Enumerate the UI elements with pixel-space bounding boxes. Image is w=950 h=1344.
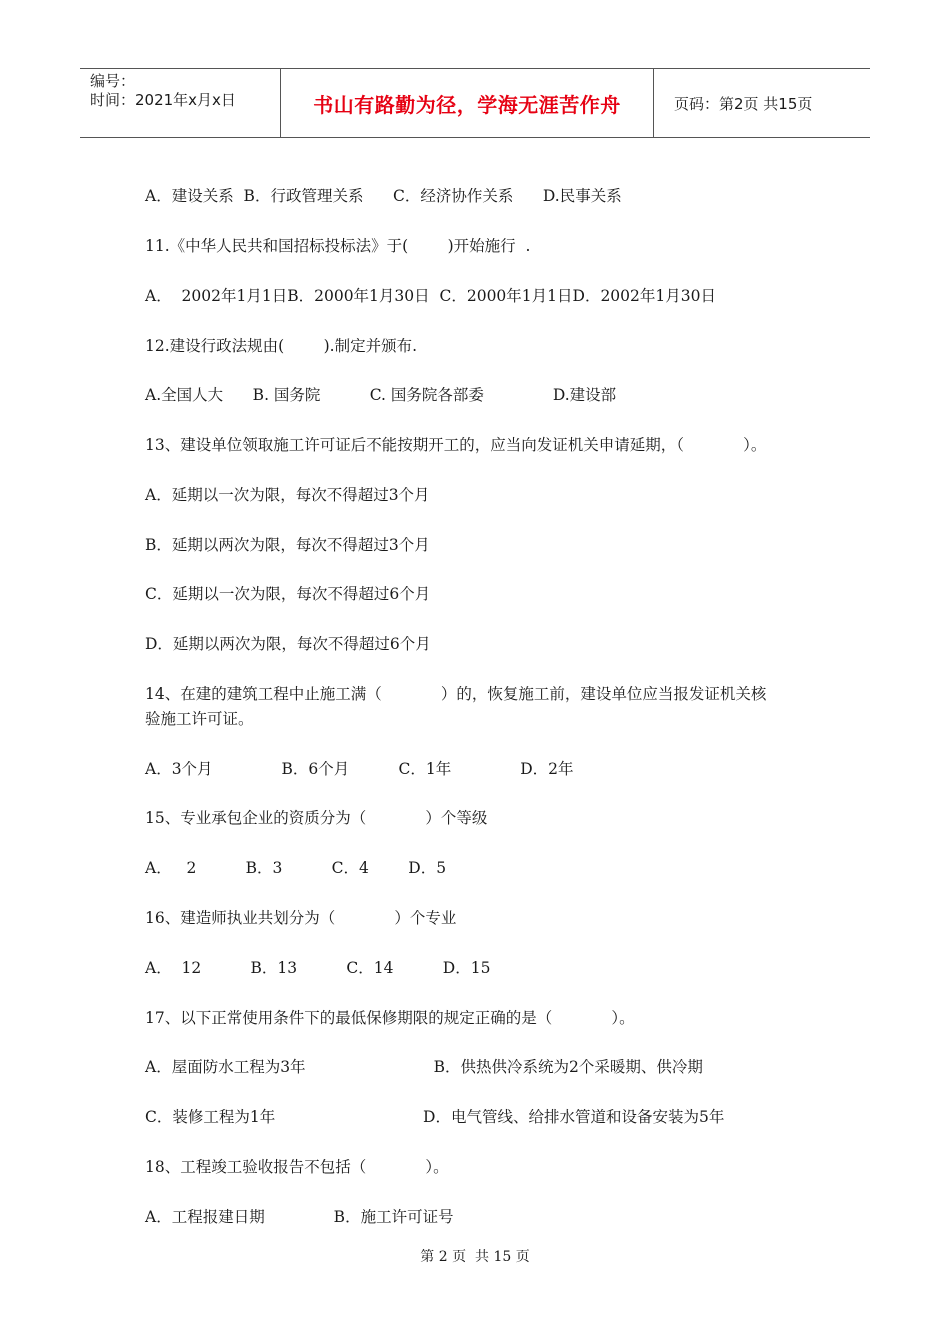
question-13: 13、建设单位领取施工许可证后不能按期开工的，应当向发证机关申请延期，（ ）。 <box>145 436 767 454</box>
options-16: A． 12 B．13 C．14 D．15 <box>145 959 491 977</box>
page-info-text: 页码：第2页 共15页 <box>674 94 813 113</box>
question-14-cont: 验施工许可证。 <box>145 710 254 728</box>
option-13-c: C．延期以一次为限，每次不得超过6个月 <box>145 585 431 603</box>
options-18: A．工程报建日期 B．施工许可证号 <box>145 1208 454 1226</box>
options-17-ab: A．屋面防水工程为3年 B．供热供冷系统为2个采暖期、供冷期 <box>145 1058 703 1076</box>
question-11: 11.《中华人民共和国招标投标法》于( )开始施行 . <box>145 237 531 255</box>
options-17-cd: C．装修工程为1年 D．电气管线、给排水管道和设备安装为5年 <box>145 1108 725 1126</box>
text-line: A．建设关系 B．行政管理关系 C．经济协作关系 D.民事关系 <box>145 187 622 205</box>
header-meta-cell <box>80 69 281 137</box>
question-14: 14、在建的建筑工程中止施工满（ ）的，恢复施工前，建设单位应当报发证机关核 <box>145 685 767 703</box>
page-header <box>80 68 870 138</box>
time-label: 时间：2021年x月x日 <box>90 91 236 109</box>
option-13-a: A．延期以一次为限，每次不得超过3个月 <box>145 486 430 504</box>
header-page-info <box>664 69 870 137</box>
number-label: 编号： <box>90 72 136 90</box>
header-motto: 书山有路勤为径，学海无涯苦作舟 <box>281 69 654 137</box>
page-footer: 第 2 页 共 15 页 <box>420 1249 530 1265</box>
option-13-d: D．延期以两次为限，每次不得超过6个月 <box>145 635 431 653</box>
options-11: A． 2002年1月1日B．2000年1月30日 C．2000年1月1日D．2002年1月30日 <box>145 287 716 305</box>
question-15: 15、专业承包企业的资质分为（ ）个等级 <box>145 809 488 827</box>
question-17: 17、以下正常使用条件下的最低保修期限的规定正确的是（ ）。 <box>145 1009 635 1027</box>
question-16: 16、建造师执业共划分为（ ）个专业 <box>145 909 457 927</box>
option-13-b: B．延期以两次为限，每次不得超过3个月 <box>145 536 430 554</box>
question-12: 12.建设行政法规由( ).制定并颁布. <box>145 337 418 355</box>
options-12: A.全国人大 B. 国务院 C. 国务院各部委 D.建设部 <box>145 386 617 404</box>
options-15: A． 2 B．3 C．4 D．5 <box>145 859 447 877</box>
question-18: 18、工程竣工验收报告不包括（ ）。 <box>145 1158 449 1176</box>
options-14: A．3个月 B．6个月 C．1年 D．2年 <box>145 760 574 778</box>
